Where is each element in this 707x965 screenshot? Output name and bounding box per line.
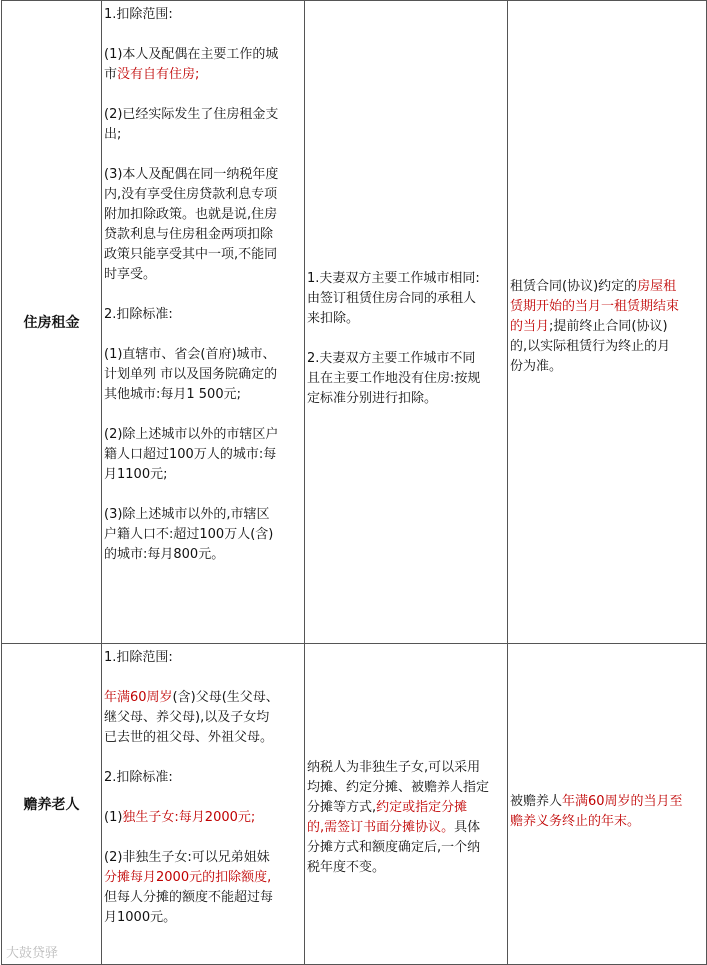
text-line — [510, 812, 704, 832]
body-text: (1) — [104, 810, 123, 825]
body-text: 2.夫妻双方主要工作城市不同 — [307, 351, 476, 366]
highlight-text: 独生子女:每月2000元; — [122, 810, 256, 825]
text-line — [104, 5, 302, 25]
text-line — [307, 838, 505, 858]
text-line — [104, 668, 302, 688]
deduction-period-cell — [508, 644, 707, 965]
row-label-elderly-support: 赡养老人 — [2, 644, 102, 965]
body-text: 其他城市:每月1 500元; — [104, 387, 241, 402]
text-line — [104, 205, 302, 225]
highlight-text: 的,需签订书面分摊协议。 — [307, 820, 455, 835]
text-line — [104, 185, 302, 205]
body-text: 被赡养人 — [510, 794, 563, 809]
text-line — [104, 788, 302, 808]
body-text: 月1100元; — [104, 467, 168, 482]
body-text: (1)本人及配偶在主要工作的城 — [104, 47, 279, 62]
highlight-text: 赡养义务终止的年末。 — [510, 814, 641, 829]
text-line — [104, 165, 302, 185]
body-text: (2)已经实际发生了住房租金支 — [104, 107, 279, 122]
text-line — [510, 792, 704, 812]
watermark-logo: 大鼓贷驿 — [6, 946, 59, 961]
text-line — [307, 818, 505, 838]
highlight-text: 没有自有住房; — [117, 67, 200, 82]
highlight-text: 赁期开始的当月一租赁期结束 — [510, 299, 680, 314]
body-text: 已去世的祖父母、外祖父母。 — [104, 730, 274, 745]
text-line — [104, 285, 302, 305]
text-line — [104, 125, 302, 145]
body-text: 内,没有享受住房贷款利息专项 — [104, 187, 278, 202]
text-line — [104, 45, 302, 65]
body-text: 但每人分摊的额度不能超过每 — [104, 890, 274, 905]
body-text: (3)本人及配偶在同一纳税年度 — [104, 167, 279, 182]
body-text: 定标准分别进行扣除。 — [307, 391, 438, 406]
text-line — [104, 225, 302, 245]
highlight-text: 年满60周岁 — [104, 690, 173, 705]
body-text: 时享受。 — [104, 267, 157, 282]
text-line — [104, 85, 302, 105]
body-text: 1.扣除范围: — [104, 7, 173, 22]
text-line — [307, 369, 505, 389]
sharing-method-cell — [305, 644, 508, 965]
text-line — [307, 329, 505, 349]
text-line — [104, 868, 302, 888]
body-text: 贷款利息与住房租金两项扣除 — [104, 227, 274, 242]
highlight-text: 房屋租 — [637, 279, 677, 294]
text-line — [104, 505, 302, 525]
text-line — [104, 908, 302, 928]
text-line — [104, 888, 302, 908]
text-line — [307, 758, 505, 778]
text-line — [104, 445, 302, 465]
text-line — [104, 648, 302, 668]
text-line — [510, 337, 704, 357]
table-row — [2, 1, 707, 644]
highlight-text: 分摊每月2000元的扣除额度, — [104, 870, 272, 885]
body-text: 的城市:每月800元。 — [104, 547, 225, 562]
body-text: 附加扣除政策。也就是说,住房 — [104, 207, 278, 222]
text-line — [104, 325, 302, 345]
text-line — [307, 289, 505, 309]
text-line — [104, 105, 302, 125]
table-row — [2, 644, 707, 965]
body-text: 2.扣除标准: — [104, 307, 173, 322]
text-line — [104, 265, 302, 285]
body-text: 分摊方式和额度确定后,一个纳 — [307, 840, 481, 855]
text-line — [104, 828, 302, 848]
text-line — [104, 748, 302, 768]
text-line — [104, 405, 302, 425]
body-text: (1)直辖市、省会(首府)城市、 — [104, 347, 276, 362]
body-text: 1.扣除范围: — [104, 650, 173, 665]
body-text: 市 — [104, 67, 118, 82]
body-text: 计划单列 市以及国务院确定的 — [104, 367, 278, 382]
text-line — [307, 798, 505, 818]
body-text: (3)除上述城市以外的,市辖区 — [104, 507, 270, 522]
deduction-period-cell — [508, 1, 707, 644]
text-line — [510, 317, 704, 337]
body-text: 政策只能享受其中一项,不能同 — [104, 247, 278, 262]
body-text: 继父母、养父母),以及子女均 — [104, 710, 270, 725]
text-line — [104, 688, 302, 708]
body-text: 2.扣除标准: — [104, 770, 173, 785]
text-line — [510, 357, 704, 377]
body-text: 户籍人口不:超过100万人(含) — [104, 527, 274, 542]
body-text: 具体 — [454, 820, 481, 835]
body-text: 1.夫妻双方主要工作城市相同: — [307, 271, 480, 286]
text-line — [104, 708, 302, 728]
body-text: 出; — [104, 127, 122, 142]
highlight-text: 的当月 — [510, 319, 550, 334]
text-line — [104, 465, 302, 485]
body-text: 均摊、约定分摊、被赡养人指定 — [307, 780, 490, 795]
body-text: 来扣除。 — [307, 311, 360, 326]
highlight-text: 约定或指定分摊 — [376, 800, 468, 815]
text-line — [104, 728, 302, 748]
text-line — [104, 425, 302, 445]
text-line — [104, 545, 302, 565]
text-line — [104, 808, 302, 828]
deduction-scope-standard-cell — [102, 644, 305, 965]
body-text: 由签订租赁住房合同的承租人 — [307, 291, 477, 306]
body-text: ;提前终止合同(协议) — [549, 319, 668, 334]
body-text: 的,以实际租赁行为终止的月 — [510, 339, 671, 354]
text-line — [104, 848, 302, 868]
text-line — [104, 365, 302, 385]
body-text: 税年度不变。 — [307, 860, 386, 875]
text-line — [307, 389, 505, 409]
text-line — [104, 525, 302, 545]
text-line — [307, 349, 505, 369]
text-line — [307, 778, 505, 798]
body-text: 月1000元。 — [104, 910, 177, 925]
text-line — [104, 345, 302, 365]
text-line — [510, 277, 704, 297]
text-line — [104, 305, 302, 325]
body-text: 分摊等方式, — [307, 800, 377, 815]
body-text: 籍人口超过100万人的城市:每 — [104, 447, 277, 462]
text-line — [307, 269, 505, 289]
who-deducts-cell — [305, 1, 508, 644]
text-line — [104, 485, 302, 505]
text-line — [307, 858, 505, 878]
body-text: (含)父母(生父母、 — [172, 690, 279, 705]
text-line — [307, 309, 505, 329]
text-line — [104, 25, 302, 45]
body-text: 纳税人为非独生子女,可以采用 — [307, 760, 481, 775]
body-text: (2)除上述城市以外的市辖区户 — [104, 427, 279, 442]
text-line — [104, 65, 302, 85]
text-line — [104, 245, 302, 265]
text-line — [104, 385, 302, 405]
body-text: 租赁合同(协议)约定的 — [510, 279, 638, 294]
deduction-scope-standard-cell — [102, 1, 305, 644]
deduction-table — [1, 0, 707, 965]
text-line — [104, 768, 302, 788]
highlight-text: 年满60周岁的当月至 — [562, 794, 683, 809]
body-text: (2)非独生子女:可以兄弟姐妹 — [104, 850, 270, 865]
text-line — [510, 297, 704, 317]
row-label-housing-rent: 住房租金 — [2, 1, 102, 644]
body-text: 且在主要工作地没有住房:按规 — [307, 371, 481, 386]
text-line — [104, 145, 302, 165]
body-text: 份为准。 — [510, 359, 563, 374]
